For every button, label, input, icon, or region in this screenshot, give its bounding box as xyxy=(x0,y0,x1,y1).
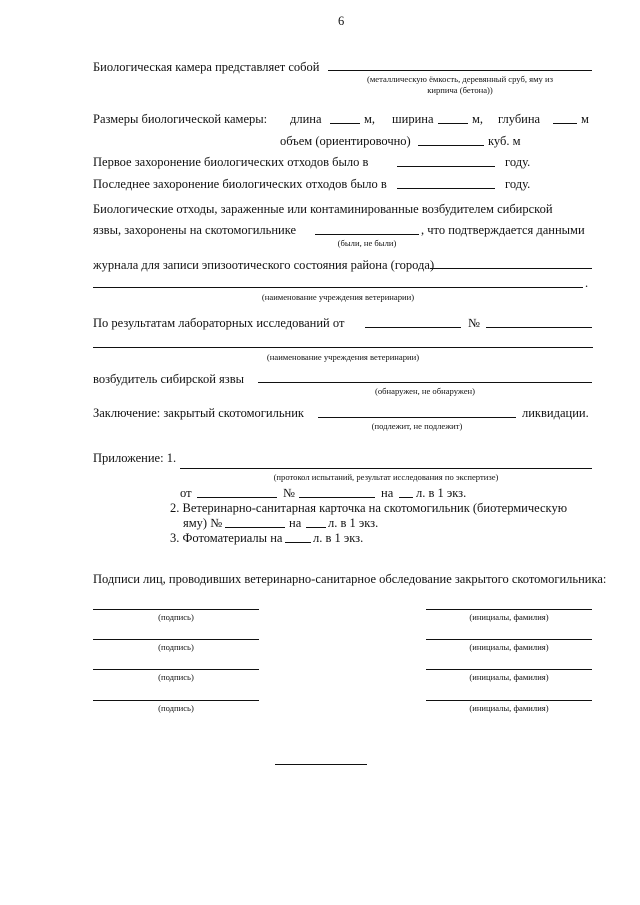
conclusion-label: Заключение: закрытый скотомогильник xyxy=(93,406,304,420)
protocol-number-sign: № xyxy=(283,486,295,500)
length-field[interactable] xyxy=(330,123,360,124)
signature-field-1[interactable] xyxy=(93,609,259,610)
signatures-heading: Подписи лиц, проводивших ветеринарно-санитарное обследование закрытого скотомогильника: xyxy=(93,572,607,586)
volume-label: объем (ориентировочно) xyxy=(280,134,411,148)
conclusion-hint: (подлежит, не подлежит) xyxy=(371,421,463,431)
camera-label: Биологическая камера представляет собой xyxy=(93,60,320,74)
appendix-item-3-label: 3. Фотоматериалы на xyxy=(170,531,283,545)
conclusion-end: ликвидации. xyxy=(522,406,589,420)
signature-field-2[interactable] xyxy=(93,639,259,640)
lab-number-field[interactable] xyxy=(486,327,592,328)
appendix-item-2-on: на xyxy=(289,516,302,530)
pathogen-label: возбудитель сибирской язвы xyxy=(93,372,245,386)
appendix-label: Приложение: 1. xyxy=(93,451,177,465)
last-burial-label: Последнее захоронение биологических отходов было в xyxy=(93,177,387,191)
anthrax-line-3: журнала для записи эпизоотического состояния района (города) xyxy=(93,258,435,272)
end-divider xyxy=(275,764,367,765)
length-unit: м, xyxy=(364,112,376,126)
anthrax-line-1: Биологические отходы, зараженные или контаминированные возбудителем сибирской xyxy=(93,202,553,216)
page-number: 6 xyxy=(338,14,345,28)
dimensions-label: Размеры биологической камеры: xyxy=(93,112,268,126)
name-hint-2: (инициалы, фамилия) xyxy=(469,642,549,652)
lab-date-field[interactable] xyxy=(365,327,461,328)
signature-field-4[interactable] xyxy=(93,700,259,701)
anthrax-were-field[interactable] xyxy=(315,234,419,235)
card-number-field[interactable] xyxy=(225,527,285,528)
lab-number-sign: № xyxy=(468,316,480,330)
name-hint-3: (инициалы, фамилия) xyxy=(469,672,549,682)
vet-institution-hint-1: (наименование учреждения ветеринарии) xyxy=(261,292,415,302)
protocol-date-field[interactable] xyxy=(197,497,277,498)
lab-label: По результатам лабораторных исследований от xyxy=(93,316,345,330)
protocol-hint: (протокол испытаний, результат исследования по экспертизе) xyxy=(273,472,499,482)
appendix-item-2-line-1: 2. Ветеринарно-санитарная карточка на скотомогильник (биотермическую xyxy=(170,501,568,515)
volume-field[interactable] xyxy=(418,145,484,146)
anthrax-line-2-start: язвы, захоронены на скотомогильнике xyxy=(93,223,297,237)
first-burial-label: Первое захоронение биологических отходов было в xyxy=(93,155,369,169)
anthrax-line-2-end: , что подтверждается данными xyxy=(421,223,585,237)
last-burial-year: году. xyxy=(505,177,531,191)
protocol-pages-on: на xyxy=(381,486,394,500)
name-hint-4: (инициалы, фамилия) xyxy=(469,703,549,713)
vet-institution-hint-2: (наименование учреждения ветеринарии) xyxy=(266,352,420,362)
width-unit: м, xyxy=(472,112,484,126)
appendix-item-3-copies: л. в 1 экз. xyxy=(313,531,364,545)
journal-field[interactable] xyxy=(430,268,592,269)
camera-hint-1: (металлическую ёмкость, деревянный сруб, яму из xyxy=(366,74,553,84)
width-field[interactable] xyxy=(438,123,468,124)
photo-pages-field[interactable] xyxy=(285,542,311,543)
name-field-2[interactable] xyxy=(426,639,592,640)
volume-unit: куб. м xyxy=(488,134,521,148)
card-pages-field[interactable] xyxy=(306,527,326,528)
length-label: длина xyxy=(290,112,322,126)
last-burial-field[interactable] xyxy=(397,188,495,189)
name-field-4[interactable] xyxy=(426,700,592,701)
camera-hint-2: кирпича (бетона)) xyxy=(427,85,493,95)
first-burial-year: году. xyxy=(505,155,531,169)
pathogen-field[interactable] xyxy=(258,382,592,383)
protocol-pages-field[interactable] xyxy=(399,497,413,498)
vet-institution-field-1[interactable] xyxy=(93,287,583,288)
pathogen-hint: (обнаружен, не обнаружен) xyxy=(375,386,475,396)
conclusion-field[interactable] xyxy=(318,417,516,418)
width-label: ширина xyxy=(392,112,434,126)
first-burial-field[interactable] xyxy=(397,166,495,167)
vet-institution-field-2[interactable] xyxy=(93,347,593,348)
signature-hint-2: (подпись) xyxy=(158,642,194,652)
protocol-pages-copies: л. в 1 экз. xyxy=(416,486,467,500)
appendix-item-2-no: яму) № xyxy=(183,516,223,530)
signature-field-3[interactable] xyxy=(93,669,259,670)
depth-field[interactable] xyxy=(553,123,577,124)
anthrax-were-hint: (были, не были) xyxy=(337,238,397,248)
appendix-item-2-copies: л. в 1 экз. xyxy=(328,516,379,530)
depth-unit: м xyxy=(581,112,589,126)
depth-label: глубина xyxy=(498,112,541,126)
signature-hint-3: (подпись) xyxy=(158,672,194,682)
name-field-1[interactable] xyxy=(426,609,592,610)
signature-hint-1: (подпись) xyxy=(158,612,194,622)
name-field-3[interactable] xyxy=(426,669,592,670)
name-hint-1: (инициалы, фамилия) xyxy=(469,612,549,622)
protocol-field[interactable] xyxy=(180,468,592,469)
from-label: от xyxy=(180,486,192,500)
camera-type-field[interactable] xyxy=(328,70,592,71)
anthrax-end-dot: . xyxy=(585,276,589,290)
signature-hint-4: (подпись) xyxy=(158,703,194,713)
protocol-number-field[interactable] xyxy=(299,497,375,498)
